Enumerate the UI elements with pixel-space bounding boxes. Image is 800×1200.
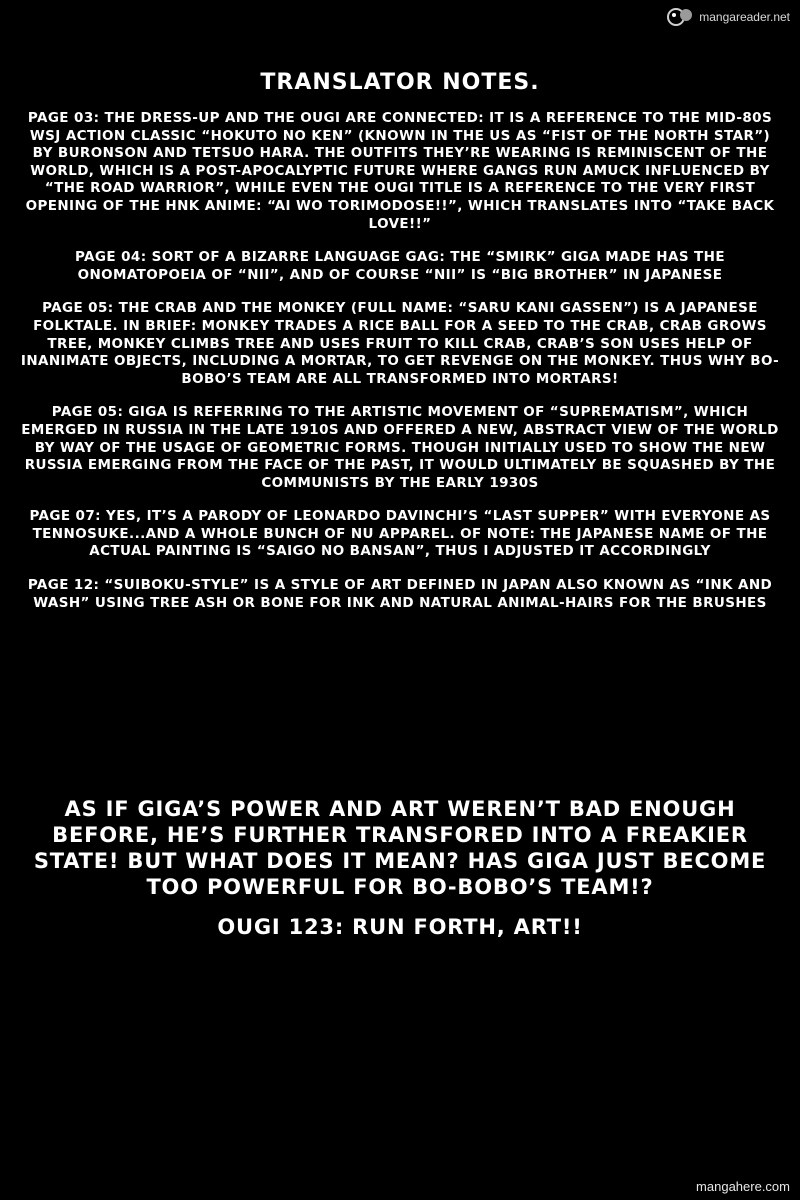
watermark-top-text: mangareader.net <box>699 10 790 24</box>
watermark-top <box>665 6 790 28</box>
next-chapter-title: OUGI 123: RUN FORTH, ART!! <box>217 915 583 939</box>
note-page-05-crab: PAGE 05: THE CRAB AND THE MONKEY (FULL NAME: “SARU KANI GASSEN”) IS A JAPANESE FOLKTALE. IN BRIEF: MONKEY TRADES A RICE BALL FOR A SEED TO THE CRAB, CRAB GROWS TREE, MONKEY CLIMBS TREE AND USES FRUIT TO KILL CRAB, CRAB’S SON USES HELP OF INANIMATE OBJECTS, INCLUDING A MORTAR, TO GET REVENGE ON THE MONKEY. THUS WHY BO-BOBO’S TEAM ARE ALL TRANSFORMED INTO MORTARS! <box>20 300 780 387</box>
note-page-12: PAGE 12: “SUIBOKU-STYLE” IS A STYLE OF ART DEFINED IN JAPAN ALSO KNOWN AS “INK AND WASH” USING TREE ASH OR BONE FOR INK AND NATURAL ANIMAL-HAIRS FOR THE BRUSHES <box>27 577 773 611</box>
note-page-07: PAGE 07: YES, IT’S A PARODY OF LEONARDO DAVINCHI’S “LAST SUPPER” WITH EVERYONE AS TENNOSUKE...AND A WHOLE BUNCH OF NU APPAREL. OF NOTE: THE JAPANESE NAME OF THE ACTUAL PAINTING IS “SAIGO NO BANSAN”, THUS I ADJUSTED IT ACCORDINGLY <box>29 508 771 560</box>
next-chapter-teaser: AS IF GIGA’S POWER AND ART WEREN’T BAD ENOUGH BEFORE, HE’S FURTHER TRANSFORED INTO A FREAKIER STATE! BUT WHAT DOES IT MEAN? HAS GIGA JUST BECOME TOO POWERFUL FOR BO-BOBO’S TEAM!? <box>33 797 767 899</box>
notes-title: TRANSLATOR NOTES. <box>260 70 540 95</box>
note-page-05-suprematism: PAGE 05: GIGA IS REFERRING TO THE ARTISTIC MOVEMENT OF “SUPREMATISM”, WHICH EMERGED IN RUSSIA IN THE LATE 1910S AND OFFERED A NEW, ABSTRACT VIEW OF THE WORLD BY WAY OF THE USAGE OF GEOMETRIC FORMS. THOUGH INITIALLY USED TO SHOW THE NEW RUSSIA EMERGING FROM THE FACE OF THE PAST, IT WOULD ULTIMATELY BE SQUASHED BY THE COMMUNISTS BY THE EARLY 1930S <box>21 404 779 491</box>
mangareader-logo-icon <box>665 6 695 28</box>
note-page-03: PAGE 03: THE DRESS-UP AND THE OUGI ARE CONNECTED: IT IS A REFERENCE TO THE MID-80S WSJ ACTION CLASSIC “HOKUTO NO KEN” (KNOWN IN THE US AS “FIST OF THE NORTH STAR”) BY BURONSON AND TETSUO HARA. THE OUTFITS THEY’RE WEARING IS REMINISCENT OF THE WORLD, WHICH IS A POST-APOCALYPTIC FUTURE WHERE GANGS RUN AMUCK INFLUENCED BY “THE ROAD WARRIOR”, WHILE EVEN THE OUGI TITLE IS A REFERENCE TO THE VERY FIRST OPENING OF THE HNK ANIME: “AI WO TORIMODOSE!!”, WHICH TRANSLATES INTO “TAKE BACK LOVE!!” <box>25 110 775 232</box>
note-page-04: PAGE 04: SORT OF A BIZARRE LANGUAGE GAG: THE “SMIRK” GIGA MADE HAS THE ONOMATOPOEIA OF “NII”, AND OF COURSE “NII” IS “BIG BROTHER” IN JAPANESE <box>75 249 725 283</box>
watermark-bottom: mangahere.com <box>696 1179 790 1194</box>
translator-notes <box>18 110 782 628</box>
